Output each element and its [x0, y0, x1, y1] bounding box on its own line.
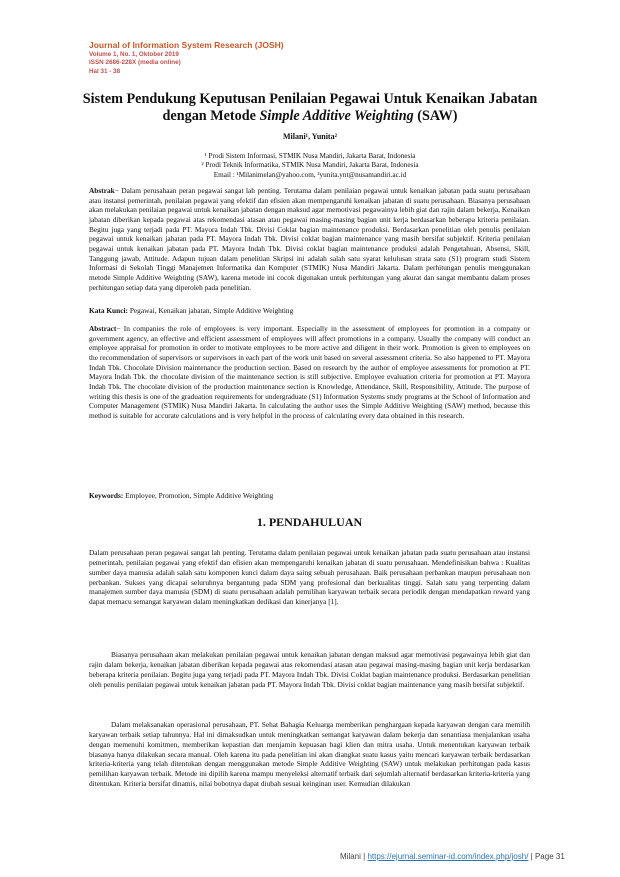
page-footer — [340, 852, 565, 861]
affiliations — [80, 152, 540, 180]
abstrak — [89, 186, 530, 292]
journal-volume: Volume 1, No. 1, Oktober 2019 — [89, 51, 179, 58]
abstract-text: − In companies the role of employees is very important. Especially in the assessment of employees for promotion in a company or government agency, an effective and efficient assessment of employees will affect promotions in a company. Usually the company will conduct an employee appraisal for promotion in order to motivate employees to be more active and diligent in their work. Promotion is given to employees on the recommendation of supervisors or supervisors in each part of the work unit based on several assessment criteria. So also happened to PT. Mayora Indah Tbk. Chocolate Division maintenance the production section. Based on research by the author of employee assessments for promotion at PT. Mayora Indah Tbk. the chocolate division of the maintenance section is still subjective. Employee evaluation criteria for promotion at PT. Mayora Indah Tbk. The chocolate division of the production maintenance section is Knowledge, Attendance, Skill, Responsibility, Attitude. The purpose of writing this thesis is one of the graduation requirements for undergraduate (S1) Information Systems study programs at the School of Information and Computer Management (STMIK) Nusa Mandiri Jakarta. In calculating the author uses the Simple Additive Weighting (SAW) method, because this method is suitable for accurate calculations and is very helpful in the process of calculating every data obtained in this research. — [89, 324, 530, 420]
authors: Milani¹, Yunita² — [283, 132, 337, 141]
title-main: Sistem Pendukung Keputusan Penilaian Pegawai Untuk Kenaikan Jabatan dengan Metode — [82, 91, 538, 124]
email-line: Email : ¹Milanimelan@yahoo.com, ²yunita.ynt@nusamandiri.ac.id — [213, 170, 407, 179]
body-paragraph-1: Dalam perusahaan peran pegawai sangat lah penting. Terutama dalam penilaian pegawai untuk kenaikan jabatan pada suatu perusahaan atau instansi pemerintah, penilaian pegawai yang efektif dan efisien akan mempengaruhi kenaikan jabatan di suatu perusahaan. Mendefinisikan bahwa : Kualitas sumber daya manusia adalah salah satu komponen kunci dalam daya saing sebuah perusahaan. Baik perusahaan perbankan maupun perusahaan non perbankan. Sukses yang dicapai seluruhnya bergantung pada SDM yang profesional dan berkualitas tinggi. Salah satu yang terpenting dalam manajemen sumber daya manusia (SDM) di suatu perusahaan adalah pemilihan karyawan terbaik secara periodik dengan mendapatkan reward yang dapat memacu semangat karyawan dalam meningkatkan dedikasi dan kinerjanya [1]. — [89, 548, 530, 607]
body-paragraph-3: Dalam melaksanakan operasional perusahaan, PT. Sehat Bahagia Keluarga memberikan penghargaan kepada karyawan dengan cara memilih karyawan terbaik setiap tahunnya. Hal ini dimaksudkan untuk meningkatkan semangat karyawan dalam bekerja dan senantiasa menjalankan usaha dengan memenuhi komitmen, memberikan kepastian dan menjamin kepuasan bagi klien dan mitra usaha. Untuk menentukan karyawan terbaik biasanya hanya dilakukan secara manual. Oleh karena itu pada penelitian ini akan diangkat suatu kasus yaitu mencari karyawan terbaik berdasarkan kriteria-kriteria yang telah ditentukan dengan menggunakan metode Simple Additive Weighting (SAW) untuk melakukan perhitungan pada kasus pemilihan karyawan terbaik. Metode ini dipilih karena mampu menyeleksi alternatif terbaik dari sejumlah alternatif berdasarkan kriteria-kriteria yang ditentukan. Kriteria bersifat dinamis, nilai bobotnya dapat diubah sesuai keinginan user. Kemudian dilakukan — [89, 720, 530, 789]
footer-page-number: Page 31 — [534, 852, 565, 861]
title-italic: Simple Additive Weighting — [259, 107, 414, 124]
body-paragraph-2: Biasanya perusahaan akan melakukan penilaian pegawai untuk kenaikan jabatan dengan maksud agar memotivasi pegawainya lebih giat dan rajin dalam bekerja, kenaikan jabatan diberikan kepada pegawai atas rekomendasi atasan atau pegawai masing-masing bagian unit kerja berdasarkan beberapa kriteria penilaian. Begitu juga yang terjadi pada PT. Mayora Indah Tbk. Divisi Coklat bagian maintenance produksi. Berdasarkan penelitian oleh penulis penilaian pegawai untuk kenaikan jabatan pada PT. Mayora Indah Tbk. Divisi coklat bagian maintenance yang masih bersifat subjektif. — [89, 650, 530, 689]
journal-issn: ISSN 2686-228X (media online) — [89, 59, 181, 67]
keywords-label: Keywords: — [89, 491, 124, 500]
affiliation-2: ² Prodi Teknik Informatika, STMIK Nusa Mandiri, Jakarta Barat, Indonesia — [201, 161, 419, 170]
journal-header — [89, 40, 284, 76]
title-suffix: (SAW) — [417, 107, 458, 124]
affiliation-1: ¹ Prodi Sistem Informasi, STMIK Nusa Mandiri, Jakarta Barat, Indonesia — [204, 152, 416, 160]
abstract — [89, 324, 530, 421]
journal-name: Journal of Information System Research (JOSH) — [89, 40, 284, 50]
footer-author: Milani — [340, 852, 361, 861]
kata-kunci-text: Pegawai, Kenaikan jabatan, Simple Additive Weighting — [129, 306, 294, 315]
keywords — [89, 491, 530, 501]
footer-sep-2: | — [530, 852, 533, 861]
section-heading: 1. PENDAHULUAN — [256, 515, 363, 529]
abstract-label: Abstract — [89, 324, 117, 333]
footer-sep-1: | — [363, 852, 366, 861]
keywords-text: Employee, Promotion, Simple Additive Weighting — [125, 491, 274, 500]
kata-kunci-label: Kata Kunci: — [89, 306, 128, 315]
journal-pages: Hal 31 - 38 — [89, 67, 121, 75]
kata-kunci — [89, 306, 530, 316]
abstrak-label: Abstrak — [89, 186, 115, 195]
abstrak-text: − Dalam perusahaan peran pegawai sangat lah penting. Terutama dalam penilaian pegawai untuk kenaikan jabatan pada suatu perusahaan atau instansi pemerintah, penilaian pegawai yang efektif dan efisien akan mempengaruhi kenaikan jabatan di suatu perusahaan. Biasanya perusahaan akan melakukan penilaian pegawai untuk kenaikan jabatan dengan maksud agar memotivasi pegawainya lebih giat dan rajin dalam bekerja, Kenaikan jabatan diberikan kepada pegawai atas rekomendasi atasan atau pegawai masing-masing bagian unit kerja berdasarkan beberapa kriteria penilaian. Begitu juga yang terjadi pada PT. Mayora Indah Tbk. Divisi Coklat bagian maintenance produksi. Berdasarkan penelitian oleh penulis penilaian pegawai untuk kenaikan jabatan pada PT. Mayora Indah Tbk. Divisi coklat bagian maintenance yang masih bersifat subjektif. Kriteria penilaian pegawai untuk kenaikan jabatan pada PT. Mayora Indah Tbk. Divisi coklat bagian maintenance produksi adalah Pengetahuan, Absensi, Skill, Tanggung jawab, Attitude. Adapun tujuan dalam penelitian Skripsi ini adalah salah satu syarat kelulusan strata satu (S1) program studi Sistem Informasi di Sekolah Tinggi Manajemen Informatika dan Komputer (STMIK) Nusa Mandiri Jakarta. Dalam perhitungan penulis menggunakan metode Simple Additive Weighting (SAW), karena metode ini cocok digunakan untuk perhitungan yang akurat dan sangat membantu dalam proses perhitungan setiap data yang diperoleh pada penelitian. — [89, 186, 530, 292]
footer-url-link[interactable]: https://ejurnal.seminar-id.com/index.php/josh/ — [367, 852, 529, 861]
paper-title — [80, 91, 540, 124]
